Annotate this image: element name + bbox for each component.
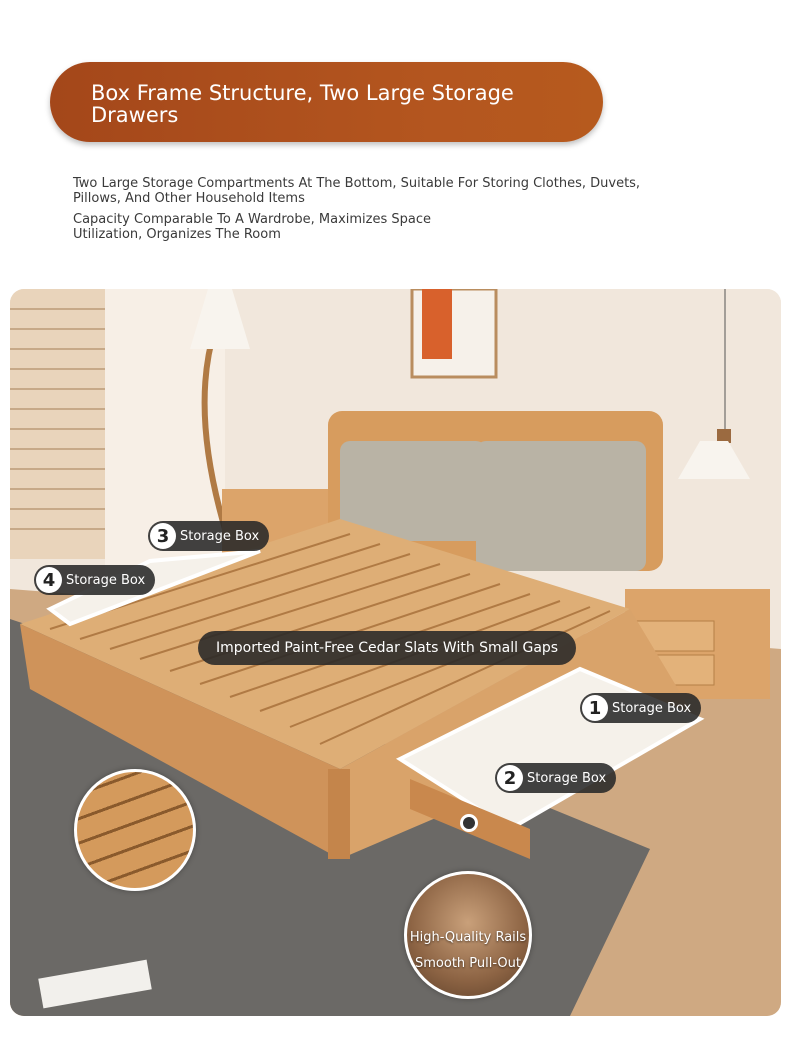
badge-number-1: 1 [582, 695, 608, 721]
storage-box-3-label [148, 521, 269, 551]
storage-box-4-text: Storage Box [66, 572, 146, 588]
badge-number-4: 4 [36, 567, 62, 593]
storage-box-3-text: Storage Box [180, 528, 260, 544]
rails-detail-circle [404, 871, 532, 999]
storage-box-2-label [495, 763, 616, 793]
product-photo [10, 289, 781, 1016]
storage-box-1-text: Storage Box [612, 700, 692, 716]
storage-box-4-label [34, 565, 155, 595]
storage-box-1-label [580, 693, 701, 723]
description-line-2: Capacity Comparable To A Wardrobe, Maximizes Space Utilization, Organizes The Room [73, 212, 431, 242]
slats-detail-circle [74, 769, 196, 891]
rails-text-1: High-Quality Rails [409, 930, 527, 945]
badge-number-2: 2 [497, 765, 523, 791]
badge-number-3: 3 [150, 523, 176, 549]
storage-box-2-text: Storage Box [527, 770, 607, 786]
header-banner [50, 62, 603, 142]
rails-text-2: Smooth Pull-Out [415, 956, 521, 971]
rails-pointer-dot [460, 814, 478, 832]
slats-label: Imported Paint-Free Cedar Slats With Small Gaps [198, 631, 576, 665]
banner-title: Box Frame Structure, Two Large Storage Drawers [91, 81, 514, 127]
description-line-1: Two Large Storage Compartments At The Bottom, Suitable For Storing Clothes, Duvets, Pillows, And Other Household Items [73, 176, 641, 206]
